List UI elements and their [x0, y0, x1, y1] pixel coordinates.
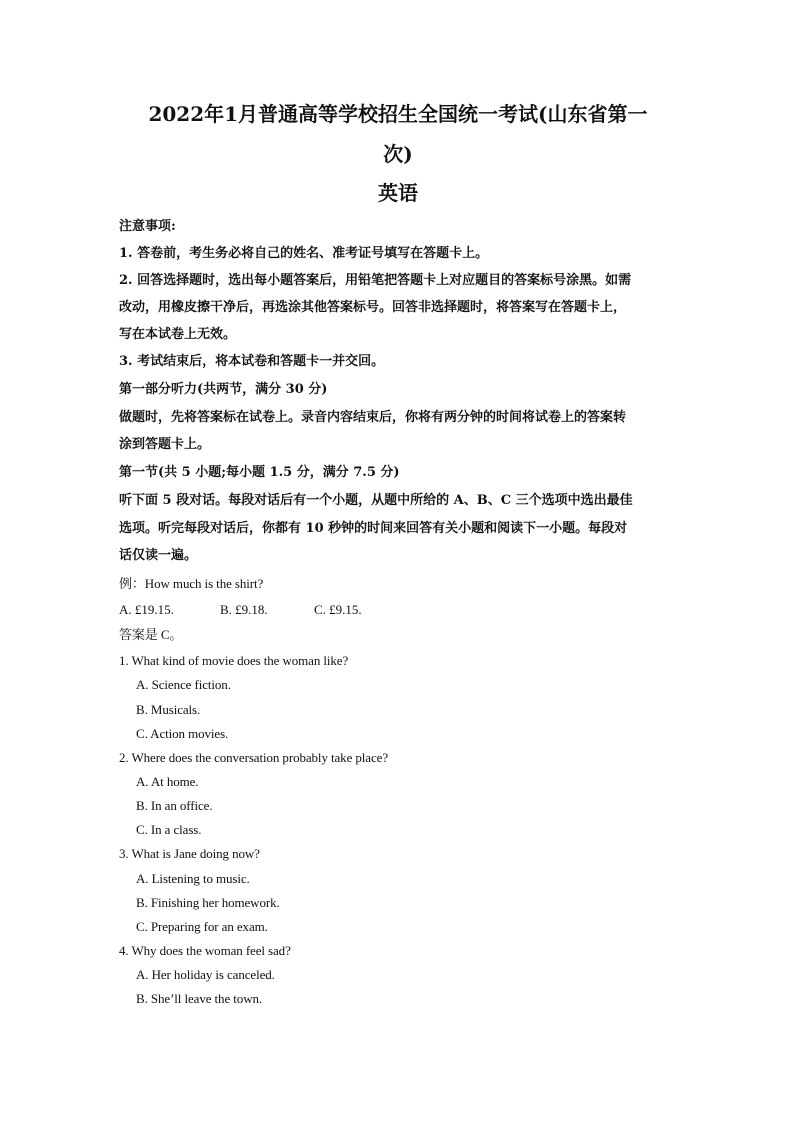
subject-heading: 英语: [378, 181, 418, 205]
section1-instruction-line-3: 话仅读一遍。: [119, 548, 198, 563]
part1-heading: 第一部分听力(共两节，满分 30 分): [119, 382, 328, 397]
exam-title-continued: 次): [383, 142, 413, 166]
question-1-option-a: A. Science fiction.: [136, 677, 231, 692]
example-question: 例：How much is the shirt?: [119, 576, 264, 591]
question-3-option-c: C. Preparing for an exam.: [136, 919, 268, 934]
notice-heading: 注意事项:: [119, 219, 176, 234]
question-2-option-a: A. At home.: [136, 774, 199, 789]
question-3: 3. What is Jane doing now?: [119, 846, 260, 861]
notice-item-2-line-3: 写在本试卷上无效。: [119, 327, 237, 342]
question-2: 2. Where does the conversation probably take place?: [119, 750, 388, 765]
example-option-a: A. £19.15.: [119, 602, 174, 617]
exam-title: 2022年1月普通高等学校招生全国统一考试(山东省第一: [148, 102, 648, 126]
section1-instruction-line-1: 听下面 5 段对话。每段对话后有一个小题，从题中所给的 A、B、C 三个选项中选出最佳: [119, 493, 633, 508]
question-3-option-a: A. Listening to music.: [136, 871, 250, 886]
question-2-option-b: B. In an office.: [136, 798, 213, 813]
question-4-option-b: B. She’ll leave the town.: [136, 991, 263, 1006]
question-2-option-c: C. In a class.: [136, 822, 202, 837]
question-4-option-a: A. Her holiday is canceled.: [136, 967, 275, 982]
question-1: 1. What kind of movie does the woman like?: [119, 653, 349, 668]
part1-instruction-line-1: 做题时，先将答案标在试卷上。录音内容结束后，你将有两分钟的时间将试卷上的答案转: [119, 410, 627, 425]
notice-item-3: 3. 考试结束后，将本试卷和答题卡一并交回。: [119, 354, 385, 369]
example-option-b: B. £9.18.: [220, 602, 268, 617]
question-4: 4. Why does the woman feel sad?: [119, 943, 291, 958]
example-option-c: C. £9.15.: [314, 602, 362, 617]
part1-instruction-line-2: 涂到答题卡上。: [119, 437, 211, 452]
question-1-option-b: B. Musicals.: [136, 702, 201, 717]
notice-item-2-line-2: 改动，用橡皮擦干净后，再选涂其他答案标号。回答非选择题时，将答案写在答题卡上，: [119, 300, 627, 315]
example-answer: 答案是 C。: [119, 627, 183, 642]
question-1-option-c: C. Action movies.: [136, 726, 229, 741]
section1-heading: 第一节(共 5 小题;每小题 1.5 分，满分 7.5 分): [119, 465, 400, 480]
notice-item-2-line-1: 2. 回答选择题时，选出每小题答案后，用铅笔把答题卡上对应题目的答案标号涂黑。如需: [119, 273, 632, 288]
notice-item-1: 1. 答卷前，考生务必将自己的姓名、准考证号填写在答题卡上。: [119, 246, 489, 261]
section1-instruction-line-2: 选项。听完每段对话后，你都有 10 秒钟的时间来回答有关小题和阅读下一小题。每段对: [119, 521, 628, 536]
question-3-option-b: B. Finishing her homework.: [136, 895, 280, 910]
